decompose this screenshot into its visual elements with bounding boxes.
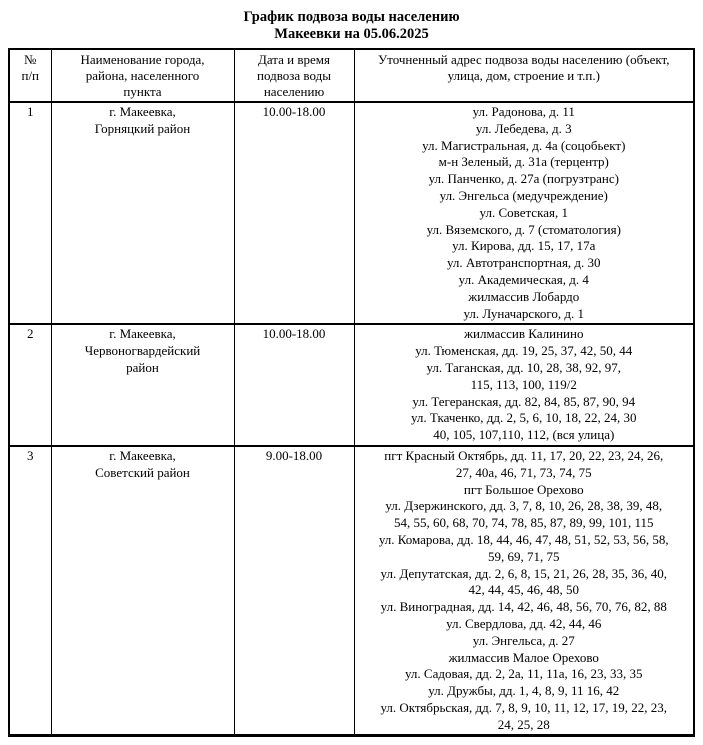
cell-row-number [9,102,51,324]
title-line-1: График подвоза воды населению [243,9,460,25]
text-line: ул. Автотранспортная, д. 30 [446,255,601,271]
text-line: ул. Магистральная, д. 4а (соцобьект) [422,137,626,153]
text-line: м-н Зеленый, д. 31а (терцентр) [438,154,609,170]
text-line: 9.00-18.00 [265,447,323,463]
text-line: пгт Большое Орехово [463,481,584,497]
text-line: 59, 69, 71, 75 [488,548,560,564]
text-line: 2 [27,326,34,342]
cell-time [234,324,354,446]
text-line: ул. Садовая, дд. 2, 2а, 11, 11а, 16, 23, 33, 35 [405,666,643,682]
cell-row-number [9,446,51,736]
text-line: ул. Свердлова, дд. 42, 44, 46 [446,615,602,631]
text-line: 42, 44, 45, 46, 48, 50 [468,582,579,598]
text-line: жилмассив Лобардо [468,288,580,304]
cell-addresses [354,324,694,446]
text-line: населению [263,84,325,99]
text-line: ул. Луначарского, д. 1 [463,305,584,321]
text-line: Наименование города, [80,52,205,67]
table-row [9,324,694,446]
text-line: 27, 40а, 46, 71, 73, 74, 75 [455,464,592,480]
text-line: ул. Тегеранская, дд. 82, 84, 85, 87, 90, 94 [412,393,636,409]
text-line: ул. Энгельса (медучреждение) [439,187,608,203]
text-line: ул. Вяземского, д. 7 (стоматология) [426,221,621,237]
text-line: пгт Красный Октябрь, дд. 11, 17, 20, 22, 23, 24, 26, [384,447,664,463]
cell-location [51,102,234,324]
table-header-row [9,49,694,102]
cell-time [234,102,354,324]
text-line: Уточненный адрес подвоза воды населению (объект, [378,52,670,67]
column-header [51,49,234,102]
text-line: ул. Лебедева, д. 3 [475,120,572,136]
text-line: жилмассив Калинино [464,326,584,342]
text-line: жилмассив Малое Орехово [448,649,599,665]
text-line: 10.00-18.00 [262,326,326,342]
text-line: ул. Дружбы, дд. 1, 4, 8, 9, 11 16, 42 [428,683,620,699]
table-row [9,446,694,736]
text-line: г. Макеевка, [109,104,176,119]
text-line: Дата и время [258,52,330,67]
title-line-2: Макеевки на 05.06.2025 [274,26,429,42]
text-line: г. Макеевка, [109,326,176,342]
text-line: района, населенного [85,68,200,83]
text-line: № [24,52,37,67]
text-line: 40, 105, 107,110, 112, (вся улица) [433,427,615,443]
text-line: Горняцкий район [94,120,191,136]
text-line: 1 [27,104,34,119]
text-line: район [126,359,159,375]
text-line: ул. Радонова, д. 11 [472,104,575,119]
text-line: г. Макеевка, [109,447,176,463]
text-line: п/п [21,68,40,83]
text-line: ул. Дзержинского, дд. 3, 7, 8, 10, 26, 28, 38, 39, 48, [385,498,663,514]
table-header [9,49,694,102]
table-row [9,102,694,324]
text-line: ул. Кирова, дд. 15, 17, 17а [452,238,596,254]
cell-addresses [354,102,694,324]
cell-row-number [9,324,51,446]
cell-location [51,324,234,446]
text-line: улица, дом, строение и т.п.) [447,68,600,83]
text-line: ул. Октябрьская, дд. 7, 8, 9, 10, 11, 12, 17, 19, 22, 23, [380,699,668,715]
text-line: ул. Депутатская, дд. 2, 6, 8, 15, 21, 26, 28, 35, 36, 40, [380,565,667,581]
column-header [354,49,694,102]
column-header [234,49,354,102]
text-line: ул. Академическая, д. 4 [458,271,589,287]
text-line: пункта [123,84,162,99]
text-line: ул. Энгельса, д. 27 [472,632,575,648]
text-line: ул. Виноградная, дд. 14, 42, 46, 48, 56, 70, 76, 82, 88 [380,599,667,615]
cell-time [234,446,354,736]
text-line: 3 [27,447,34,463]
water-schedule-table [8,48,695,737]
text-line: 54, 55, 60, 68, 70, 74, 78, 85, 87, 89, 99, 101, 115 [393,515,654,531]
text-line: 115, 113, 100, 119/2 [470,376,577,392]
text-line: ул. Советская, 1 [479,204,568,220]
text-line: 24, 25, 28 [497,716,550,732]
text-line: подвоза воды [257,68,331,83]
text-line: Червоногвардейский [84,343,201,359]
text-line: ул. Панченко, д. 27а (погрузтранс) [428,171,619,187]
table-body [9,102,694,736]
text-line: ул. Комарова, дд. 18, 44, 46, 47, 48, 51, 52, 53, 56, 58, [378,531,669,547]
document-title [0,0,703,43]
cell-addresses [354,446,694,736]
text-line: Советский район [95,464,190,480]
cell-location [51,446,234,736]
column-header [9,49,51,102]
text-line: ул. Ткаченко, дд. 2, 5, 6, 10, 18, 22, 24, 30 [410,410,637,426]
text-line: ул. Таганская, дд. 10, 28, 38, 92, 97, [426,359,621,375]
text-line: ул. Тюменская, дд. 19, 25, 37, 42, 50, 44 [415,343,633,359]
text-line: 10.00-18.00 [262,104,326,119]
